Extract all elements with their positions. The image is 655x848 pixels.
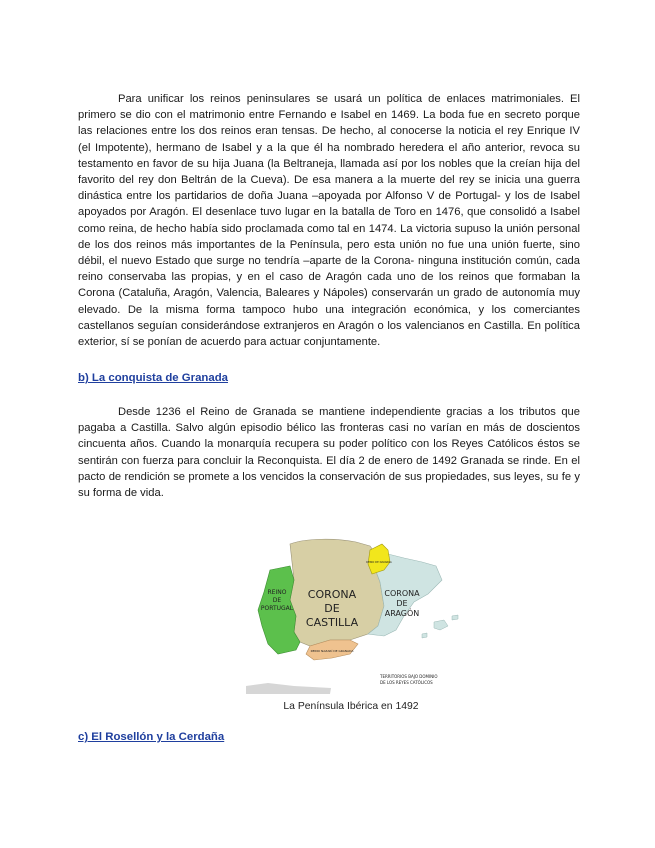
map-legend-line1: TERRITORIOS BAJO DOMINIO bbox=[380, 674, 438, 679]
map-label-portugal-line1: REINO bbox=[267, 589, 287, 596]
map-region-africa bbox=[246, 683, 331, 694]
paragraph-text: Desde 1236 el Reino de Granada se mantiene independiente gracias a los tributos que pagaba a Castilla. Salvo algún episodio bélico las fronteras casi no varían en más de doscientos cincuenta años. Cuando la monarquía recupera su poder político con los Reyes Católicos éstos se sentirán con fuerza para concluir la Reconquista. El día 2 de enero de 1492 Granada se rinde. En el pacto de rendición se promete a los vencidos la conservación de sus propiedades, sus leyes, su fe y su forma de vida. bbox=[78, 406, 580, 500]
map-region-baleares-ibiza bbox=[422, 633, 427, 638]
map-label-castilla-line2: DE bbox=[324, 602, 340, 615]
map-region-baleares-mallorca bbox=[434, 620, 448, 630]
map-label-granada: REINO NAZARÍ DE GRANADA bbox=[310, 649, 354, 653]
map-label-portugal-line2: DE bbox=[272, 597, 282, 604]
map-label-aragon-line1: CORONA bbox=[384, 589, 420, 598]
map-legend-line2: DE LOS REYES CATÓLICOS bbox=[380, 680, 433, 685]
map-label-portugal-line3: PORTUGAL bbox=[260, 605, 294, 612]
iberian-peninsula-map bbox=[246, 536, 468, 694]
section-heading-granada[interactable]: b) La conquista de Granada bbox=[78, 372, 229, 384]
map-region-baleares-menorca bbox=[452, 615, 458, 620]
map-label-navarra: REINO DE NAVARRA bbox=[366, 561, 392, 564]
paragraph-matrimonial-alliances bbox=[78, 91, 580, 350]
map-label-castilla-line3: CASTILLA bbox=[305, 616, 359, 629]
map-label-aragon-line2: DE bbox=[396, 599, 408, 608]
map-caption: La Península Ibérica en 1492 bbox=[283, 701, 419, 712]
paragraph-text: Para unificar los reinos peninsulares se usará un política de enlaces matrimoniales. El primero se dio con el matrimonio entre Fernando e Isabel en 1469. La boda fue en secreto porque las relaciones entre los dos reinos eran tensas. De hecho, al conocerse la noticia el rey Enrique IV (el Impotente), hermano de Isabel y a la que él ha nombrado heredera el año anterior, revoca su testamento en favor de su hija Juana (la Beltraneja, llamada así por los nobles que la creían hija del favorito del rey don Beltrán de la Cueva). De esa manera a la muerte del rey se inicia una guerra dinástica entre los partidarios de doña Juana –apoyada por Alfonso V de Portugal- y los de Isabel apoyados por Aragón. El desenlace tuvo lugar en la batalla de Toro en 1476, que consolidó a Isabel como reina, de hecho había sido proclamada como tal en 1474. La victoria supuso la unión personal de los dos reinos más importantes de la Península, pero esta unión no fue una unión fuerte, sino débil, el nuevo Estado que surge no tendría –aparte de la Corona- ninguna institución común, cada reino conservaba las propias, y en el caso de Aragón cada uno de los reinos que formaban la Corona (Cataluña, Aragón, Valencia, Baleares y Nápoles) conservarán un grado de autonomía muy elevado. De la misma forma tampoco hubo una integración económica, y los comerciantes castellanos seguían considerándose extranjeros en Aragón o los valencianos en Castilla. En política exterior, sí se ponían de acuerdo para actuar conjuntamente. bbox=[78, 93, 580, 349]
paragraph-granada bbox=[78, 404, 580, 501]
map-label-castilla-line1: CORONA bbox=[307, 588, 357, 601]
map-svg bbox=[246, 536, 468, 694]
map-label-aragon-line3: ARAGÓN bbox=[384, 609, 420, 618]
section-heading-rosellon[interactable]: c) El Rosellón y la Cerdaña bbox=[78, 731, 225, 743]
